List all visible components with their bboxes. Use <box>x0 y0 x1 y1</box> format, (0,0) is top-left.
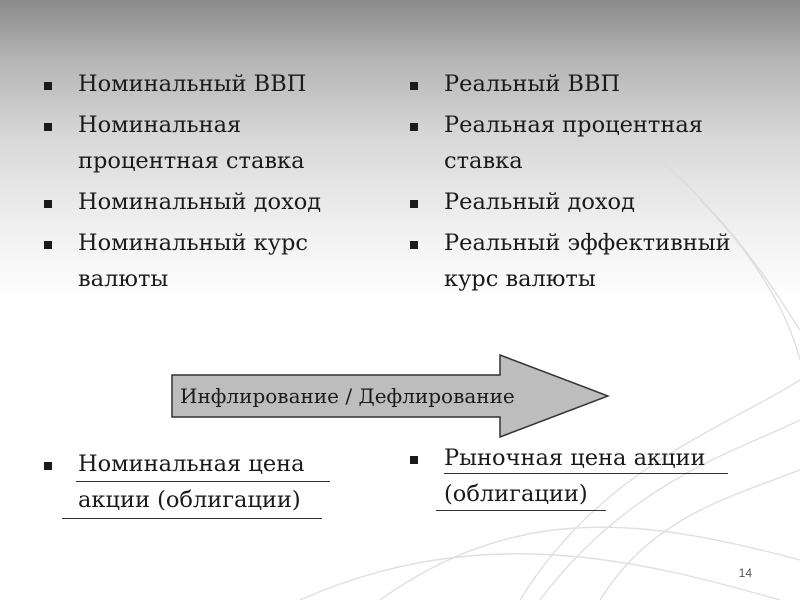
list-item <box>44 446 374 518</box>
list-item <box>44 107 374 179</box>
nominal-indicators-list <box>44 66 374 302</box>
market-price-list <box>410 440 770 517</box>
square-bullet-icon <box>410 241 418 249</box>
list-item-text: Реальный ВВП <box>444 71 621 97</box>
square-bullet-icon <box>410 123 418 131</box>
list-item <box>410 225 750 297</box>
underline-decoration <box>436 510 606 511</box>
page-number: 14 <box>738 566 752 580</box>
list-item-text: Номинальный доход <box>78 189 322 215</box>
list-item <box>44 225 374 297</box>
list-item-text: Номинальный ВВП <box>78 71 307 97</box>
list-item-text: Реальная процентная ставка <box>444 112 703 174</box>
square-bullet-icon <box>44 82 52 90</box>
list-item <box>410 440 770 512</box>
list-item <box>410 107 750 179</box>
underline-decoration <box>76 481 330 482</box>
square-bullet-icon <box>44 241 52 249</box>
square-bullet-icon <box>410 200 418 208</box>
list-item <box>410 184 750 220</box>
list-item <box>44 184 374 220</box>
list-item-text: Номинальная цена акции (облигации) <box>78 451 305 513</box>
square-bullet-icon <box>44 200 52 208</box>
arrow-label: Инфлирование / Дефлирование <box>180 384 515 408</box>
square-bullet-icon <box>44 123 52 131</box>
square-bullet-icon <box>44 462 52 470</box>
real-indicators-list <box>410 66 750 302</box>
list-item <box>44 66 374 102</box>
list-item <box>410 66 750 102</box>
list-item-text: Реальный доход <box>444 189 635 215</box>
underline-decoration <box>444 473 728 474</box>
square-bullet-icon <box>410 456 418 464</box>
underline-decoration <box>62 518 322 519</box>
list-item-text: Номинальная процентная ставка <box>78 112 305 174</box>
nominal-price-list <box>44 446 374 523</box>
list-item-text: Реальный эффективный курс валюты <box>444 230 731 292</box>
list-item-text: Номинальный курс валюты <box>78 230 308 292</box>
list-item-text: Рыночная цена акции (облигации) <box>444 445 706 507</box>
square-bullet-icon <box>410 82 418 90</box>
